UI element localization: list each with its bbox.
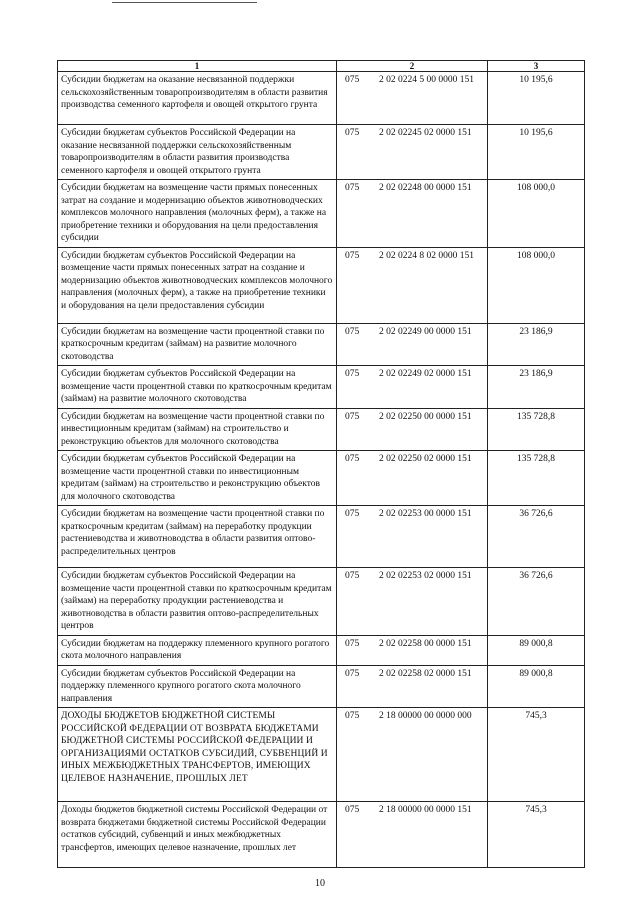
row-amount: 23 186,9 — [488, 366, 585, 409]
column-header-2: 2 — [337, 61, 488, 72]
table-row — [58, 408, 585, 451]
row-budget-code: 2 02 02258 02 0000 151 — [379, 668, 472, 679]
row-budget-code: 2 02 02250 00 0000 151 — [379, 411, 472, 422]
row-budget-code: 2 18 00000 00 0000 151 — [379, 805, 472, 815]
row-name: Субсидии бюджетам на оказание несвязанной поддержки сельскохозяйственным товаропроизводителям в области развития производства семенного картофеля и овощей открытого грунта — [58, 72, 337, 125]
table-row — [58, 366, 585, 409]
row-admin-code: 075 — [345, 805, 360, 815]
row-amount: 10 195,6 — [488, 125, 585, 180]
page-number: 10 — [315, 878, 325, 889]
row-amount: 89 000,8 — [488, 635, 585, 665]
row-admin-code: 075 — [345, 326, 360, 337]
table-row — [58, 180, 585, 248]
row-budget-code: 2 02 02253 02 0000 151 — [379, 571, 472, 581]
row-admin-code: 075 — [345, 183, 360, 193]
row-codes — [337, 568, 488, 636]
row-name: Субсидии бюджетам на возмещение части процентной ставки по краткосрочным кредитам (займам) на переработку продукции растениеводства и животноводства в области развития оптово-распределительных центров — [58, 506, 337, 568]
row-budget-code: 2 02 02250 02 0000 151 — [379, 454, 472, 464]
table-row — [58, 125, 585, 180]
row-name: Субсидии бюджетам субъектов Российской Федерации на возмещение части процентной ставки по инвестиционным кредитам (займам) на строительство и реконструкцию объектов для молочного скотоводства — [58, 451, 337, 506]
row-amount: 36 726,6 — [488, 568, 585, 636]
row-amount: 108 000,0 — [488, 180, 585, 248]
row-amount: 108 000,0 — [488, 247, 585, 323]
table-row — [58, 323, 585, 366]
table-row — [58, 635, 585, 665]
row-codes — [337, 125, 488, 180]
row-admin-code: 075 — [345, 571, 360, 581]
table-row — [58, 72, 585, 125]
row-admin-code: 075 — [345, 75, 360, 85]
row-admin-code: 075 — [345, 250, 360, 261]
row-codes — [337, 366, 488, 409]
row-budget-code: 2 02 02253 00 0000 151 — [379, 509, 472, 519]
row-codes — [337, 708, 488, 802]
row-amount: 10 195,6 — [488, 72, 585, 125]
table-row — [58, 568, 585, 636]
row-admin-code: 075 — [345, 509, 360, 519]
row-codes — [337, 247, 488, 323]
row-name: Субсидии бюджетам субъектов Российской Федерации на возмещение части процентной ставки по краткосрочным кредитам (займам) на переработку продукции растениеводства и животноводства в области развития оптово-распределительных центров — [58, 568, 337, 636]
row-name: Субсидии бюджетам субъектов Российской Федерации на оказание несвязанной поддержки сельскохозяйственным товаропроизводителям в области развития производства семенного картофеля и овощей открытого грунта — [58, 125, 337, 180]
row-budget-code: 2 02 02249 02 0000 151 — [379, 369, 472, 379]
row-name: Субсидии бюджетам субъектов Российской Федерации на возмещение части процентной ставки по краткосрочным кредитам (займам) на развитие молочного скотоводства — [58, 366, 337, 409]
row-admin-code: 075 — [345, 369, 360, 379]
row-amount: 745,3 — [488, 802, 585, 868]
row-codes — [337, 72, 488, 125]
row-budget-code: 2 02 02245 02 0000 151 — [379, 128, 472, 138]
row-name: Субсидии бюджетам на поддержку племенного крупного рогатого скота молочного направления — [58, 635, 337, 665]
row-codes — [337, 451, 488, 506]
table-row — [58, 708, 585, 802]
table-row — [58, 665, 585, 708]
top-rule — [112, 2, 257, 3]
column-header-3: 3 — [488, 61, 585, 72]
row-name: ДОХОДЫ БЮДЖЕТОВ БЮДЖЕТНОЙ СИСТЕМЫ РОССИЙСКОЙ ФЕДЕРАЦИИ ОТ ВОЗВРАТА БЮДЖЕТАМИ БЮДЖЕТНОЙ СИСТЕМЫ РОССИЙСКОЙ ФЕДЕРАЦИИ И ОРГАНИЗАЦИЯМИ ОСТАТКОВ СУБСИДИЙ, СУБВЕНЦИЙ И ИНЫХ МЕЖБЮДЖЕТНЫХ ТРАНСФЕРТОВ, ИМЕЮЩИХ ЦЕЛЕВОЕ НАЗНАЧЕНИЕ, ПРОШЛЫХ ЛЕТ — [58, 708, 337, 802]
row-budget-code: 2 02 0224 5 00 0000 151 — [379, 75, 474, 85]
row-admin-code: 075 — [345, 454, 360, 464]
row-name: Субсидии бюджетам субъектов Российской Федерации на поддержку племенного крупного рогатого скота молочного направления — [58, 665, 337, 708]
row-budget-code: 2 02 0224 8 02 0000 151 — [379, 250, 474, 261]
row-admin-code: 075 — [345, 411, 360, 422]
table-row — [58, 506, 585, 568]
row-name: Доходы бюджетов бюджетной системы Российской Федерации от возврата бюджетами бюджетной системы Российской Федерации остатков субсидий, субвенций и иных межбюджетных трансфертов, имеющих целевое назначение, прошлых лет — [58, 802, 337, 868]
row-name: Субсидии бюджетам субъектов Российской Федерации на возмещение части прямых понесенных затрат на создание и модернизацию объектов животноводческих комплексов молочного направления (молочных ферм), а также на приобретение техники и оборудования на цели предоставления субсидии — [58, 247, 337, 323]
row-admin-code: 075 — [345, 128, 360, 138]
row-codes — [337, 323, 488, 366]
table-row — [58, 451, 585, 506]
row-amount: 135 728,8 — [488, 408, 585, 451]
row-codes — [337, 635, 488, 665]
row-codes — [337, 665, 488, 708]
table-row — [58, 247, 585, 323]
column-header-1: 1 — [58, 61, 337, 72]
table-row — [58, 802, 585, 868]
revenue-table — [57, 60, 585, 868]
row-codes — [337, 506, 488, 568]
row-budget-code: 2 02 02248 00 0000 151 — [379, 183, 472, 193]
row-amount: 745,3 — [488, 708, 585, 802]
row-amount: 23 186,9 — [488, 323, 585, 366]
row-budget-code: 2 02 02249 00 0000 151 — [379, 326, 472, 337]
row-codes — [337, 802, 488, 868]
row-amount: 89 000,8 — [488, 665, 585, 708]
row-name: Субсидии бюджетам на возмещение части процентной ставки по инвестиционным кредитам (займам) на строительство и реконструкцию объектов для молочного скотоводства — [58, 408, 337, 451]
row-codes — [337, 180, 488, 248]
row-codes — [337, 408, 488, 451]
row-amount: 36 726,6 — [488, 506, 585, 568]
row-admin-code: 075 — [345, 638, 360, 649]
row-budget-code: 2 02 02258 00 0000 151 — [379, 638, 472, 649]
row-name: Субсидии бюджетам на возмещение части прямых понесенных затрат на создание и модернизацию объектов животноводческих комплексов молочного направления (молочных ферм), а также на приобретение техники и оборудования на цели предоставления субсидии — [58, 180, 337, 248]
row-name: Субсидии бюджетам на возмещение части процентной ставки по краткосрочным кредитам (займам) на развитие молочного скотоводства — [58, 323, 337, 366]
row-admin-code: 075 — [345, 711, 360, 721]
row-amount: 135 728,8 — [488, 451, 585, 506]
row-budget-code: 2 18 00000 00 0000 000 — [379, 711, 472, 721]
row-admin-code: 075 — [345, 668, 360, 679]
table-header-row — [58, 61, 585, 72]
